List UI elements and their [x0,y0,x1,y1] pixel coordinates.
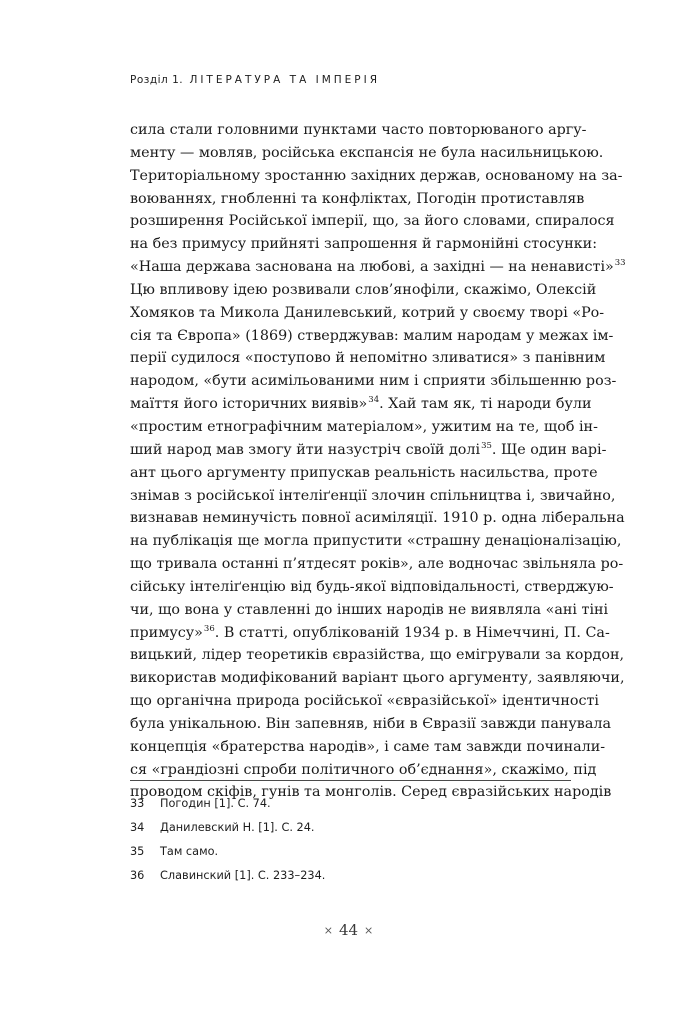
text-line [130,713,611,736]
chapter-title: ЛІТЕРАТУРА ТА ІМПЕРІЯ [189,74,381,86]
text-line-continuation: . Хай там як, ті народи були [379,396,592,413]
text-line-content: на публікація ще могла припустити «страшну денаціоналізацію, [130,533,622,550]
text-line [130,210,615,233]
text-line [130,188,585,211]
text-line [130,644,625,667]
footnote-item [130,816,571,840]
text-line-content: була унікальною. Він запевняв, ніби в Євразії завжди панувала [130,715,611,732]
text-line-content: вицький, лідер теоретиків євразійства, що емігрували за кордон, [130,647,625,664]
chapter-label: Розділ 1. [130,74,184,86]
text-line-content: знімав з російської інтеліґенції злочин спільництва і, звичайно, [130,487,616,504]
footnote-reference[interactable]: 35 [481,440,492,451]
footnote-number: 33 [130,797,145,810]
text-line [130,325,614,348]
footnote-rule [130,780,571,781]
text-line-content: менту — мовляв, російська експансія не була насильницькою. [130,144,604,161]
text-line-content: Хомяков та Микола Данилевський, котрий у своєму творі «Ро- [130,304,605,321]
text-line-content: проводом скіфів, гунів та монголів. Серед євразійських народів [130,784,612,801]
footnote-text: Данилевский Н. [1]. С. 24. [160,821,315,834]
text-line [130,439,607,462]
text-line-content: воюваннях, гнобленні та конфліктах, Погодін протиставляв [130,190,585,207]
text-line [130,553,624,576]
text-line [130,347,606,370]
text-line [130,576,614,599]
text-line [130,507,625,530]
text-line-content: сила стали головними пунктами часто повторюваного аргу- [130,122,587,138]
text-line-content: «простим етнографічним матеріалом», ужитим на те, щоб ін- [130,418,598,435]
text-line-content: що органічна природа російської «євразійської» ідентичності [130,693,599,710]
text-line-content: примусу» [130,624,203,641]
text-line [130,370,617,393]
folio-number: 44 [338,921,359,939]
footnote-text: Там само. [160,845,219,858]
footnote-reference[interactable]: 36 [203,623,215,634]
text-line-content: концепція «братерства народів», і саме там завжди починали- [130,738,606,755]
footnote-number: 36 [130,869,145,882]
text-line-content: на без примусу прийняті запрошення й гармонійні стосунки: [130,236,598,253]
folio-ornament-right: × [364,924,374,937]
text-line [130,485,616,508]
folio-ornament-left: × [323,924,333,937]
text-line-content: використав модифікований варіант цього аргументу, заявляючи, [130,670,625,687]
footnote-item [130,864,571,888]
text-line-continuation: . В статті, опублікованій 1934 р. в Німеччині, П. Са- [214,624,610,641]
text-line [130,233,598,256]
text-line-content: ант цього аргументу припускав реальність насильства, проте [130,464,598,481]
text-line-content: перії судилося «поступово й непомітно зливатися» з панівним [130,350,606,367]
footnotes [130,792,571,888]
text-line [130,416,598,439]
text-line [130,119,587,142]
text-line [130,142,604,165]
footnote-reference[interactable]: 34 [368,395,380,406]
text-line-content: чи, що вона у ставленні до інших народів не виявляла «ані тіні [130,601,609,618]
text-line [130,279,597,302]
footnote-reference[interactable]: 33 [614,258,626,269]
running-head [130,74,570,86]
text-line-continuation: . Ще один варі- [491,441,607,458]
text-line [130,462,598,485]
text-line [130,759,597,782]
text-line [130,667,625,690]
footnote-item [130,840,571,864]
text-line-content: «Наша держава заснована на любові, а західні — на ненависті» [130,259,614,276]
footnote-text: Погодин [1]. С. 74. [160,797,271,810]
text-line-content: Територіальному зростанню західних держав, основаному на за- [130,167,623,184]
page-number [0,921,697,939]
footnote-item [130,792,571,816]
text-line-content: сійську інтеліґенцію від будь-якої відповідальності, стверджую- [130,578,614,595]
text-line [130,165,623,188]
text-line [130,530,622,553]
footnote-number: 34 [130,821,145,834]
text-line [130,302,605,325]
text-line-content: ший народ мав змогу йти назустріч своїй долі [130,441,481,458]
text-line [130,256,626,279]
text-line [130,393,592,416]
text-line-content: визнавав неминучість повної асиміляції. 1910 р. одна ліберальна [130,510,625,527]
text-line [130,599,609,622]
text-line-content: ся «грандіозні спроби політичного об’єднання», скажімо, під [130,761,597,778]
text-line-content: народом, «бути асимільованими ним і сприяти збільшенню роз- [130,373,617,390]
text-line-content: що тривала останні п’ятдесят років», але водночас звільняла ро- [130,556,624,573]
text-line-content: Цю впливову ідею розвивали слов’янофіли, скажімо, Олексій [130,281,597,298]
text-line-content: маїття його історичних виявів» [130,396,368,413]
text-line-content: сія та Європа» (1869) стверджував: малим народам у межах ім- [130,327,614,344]
text-line [130,622,610,645]
footnote-text: Славинский [1]. С. 233–234. [160,869,326,882]
body-text [130,119,626,804]
footnote-number: 35 [130,845,145,858]
text-line [130,736,606,759]
text-line-content: розширення Російської імперії, що, за його словами, спиралося [130,213,615,230]
text-line [130,690,599,713]
